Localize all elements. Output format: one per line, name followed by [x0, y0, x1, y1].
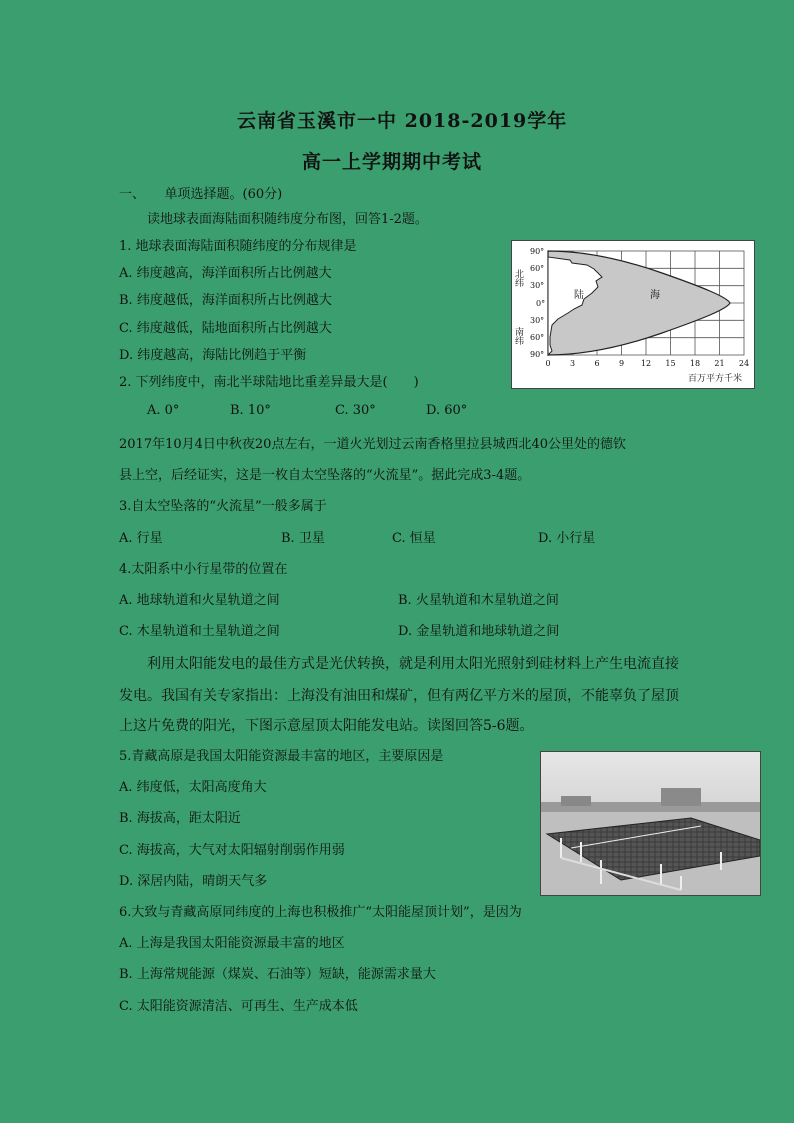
- sea-label: 海: [650, 290, 660, 301]
- land-label: 陆: [574, 290, 584, 301]
- page-subtitle: 高一上学期期中考试: [302, 151, 483, 173]
- x-tick: 12: [640, 359, 652, 368]
- q1-stem: 1. 地球表面海陆面积随纬度的分布规律是: [119, 239, 357, 254]
- x-tick: 9: [618, 359, 625, 368]
- q5-6-intro-line2: 发电。我国有关专家指出：上海没有油田和煤矿，但有两亿平方米的屋顶，不能辜负了屋顶: [119, 688, 679, 704]
- page-title: 云南省玉溪市一中 2018-2019学年: [237, 110, 568, 132]
- q3-option-d: D. 小行星: [538, 531, 596, 546]
- q1-option-b: B. 纬度越低，海洋面积所占比例越大: [119, 293, 332, 308]
- x-tick: 0: [545, 359, 551, 368]
- x-tick: 18: [689, 359, 701, 368]
- q5-6-intro-line1: 利用太阳能发电的最佳方式是光伏转换，就是利用太阳光照射到硅材料上产生电流直接: [147, 656, 679, 672]
- q5-option-a: A. 纬度低，太阳高度角大: [119, 780, 267, 795]
- q4-option-d: D. 金星轨道和地球轨道之间: [398, 624, 560, 639]
- q1-option-a: A. 纬度越高，海洋面积所占比例越大: [119, 266, 332, 281]
- q4-stem: 4.太阳系中小行星带的位置在: [119, 562, 288, 577]
- land-sea-figure: [511, 240, 755, 389]
- north-label: 北纬: [513, 269, 523, 287]
- y-tick: 60°: [530, 264, 545, 273]
- x-tick: 6: [594, 359, 600, 368]
- x-tick: 21: [714, 359, 725, 368]
- y-tick: 30°: [530, 281, 545, 290]
- q3-stem: 3.自太空坠落的“火流星”一般多属于: [119, 499, 327, 514]
- q3-4-intro-line1: 2017年10月4日中秋夜20点左右，一道火光划过云南香格里拉县城西北40公里处的德钦: [119, 437, 626, 452]
- unit-label: 百万平方千米: [688, 374, 743, 384]
- q1-2-intro: 读地球表面海陆面积随纬度分布图，回答1-2题。: [147, 212, 428, 227]
- q3-option-c: C. 恒星: [392, 531, 436, 546]
- y-tick: 60°: [530, 333, 545, 342]
- solar-roof-photo: [540, 751, 761, 896]
- q2-option-c: C. 30°: [335, 403, 376, 418]
- q2-option-b: B. 10°: [230, 403, 271, 418]
- q2-stem: 2. 下列纬度中，南北半球陆地比重差异最大是( ): [119, 375, 419, 390]
- q6-option-c: C. 太阳能资源清洁、可再生、生产成本低: [119, 999, 358, 1014]
- y-tick: 90°: [530, 350, 545, 359]
- q6-option-b: B. 上海常规能源（煤炭、石油等）短缺，能源需求量大: [119, 967, 436, 982]
- q4-option-c: C. 木星轨道和土星轨道之间: [119, 624, 280, 639]
- y-tick: 0°: [536, 299, 546, 308]
- section-label: 一、 单项选择题。(60分): [119, 187, 283, 202]
- q5-option-b: B. 海拔高，距太阳近: [119, 811, 241, 826]
- q2-option-d: D. 60°: [426, 403, 468, 418]
- x-tick: 24: [738, 359, 750, 368]
- x-tick: 15: [665, 359, 676, 368]
- q4-option-b: B. 火星轨道和木星轨道之间: [398, 593, 559, 608]
- q3-option-b: B. 卫星: [281, 531, 325, 546]
- q4-option-a: A. 地球轨道和火星轨道之间: [119, 593, 280, 608]
- q1-option-d: D. 纬度越高，海陆比例趋于平衡: [119, 348, 307, 363]
- y-tick: 30°: [530, 316, 545, 325]
- south-label: 南纬: [513, 327, 523, 345]
- q1-option-c: C. 纬度越低，陆地面积所占比例越大: [119, 321, 332, 336]
- q5-option-c: C. 海拔高，大气对太阳辐射削弱作用弱: [119, 843, 345, 858]
- q5-stem: 5.青藏高原是我国太阳能资源最丰富的地区，主要原因是: [119, 749, 444, 764]
- q6-stem: 6.大致与青藏高原同纬度的上海也积极推广“太阳能屋顶计划”，是因为: [119, 905, 522, 920]
- q3-option-a: A. 行星: [119, 531, 163, 546]
- q5-6-intro-line3: 上这片免费的阳光，下图示意屋顶太阳能发电站。读图回答5-6题。: [119, 718, 534, 734]
- x-tick: 3: [569, 359, 576, 368]
- q3-4-intro-line2: 县上空，后经证实，这是一枚自太空坠落的“火流星”。据此完成3-4题。: [119, 468, 531, 483]
- q6-option-a: A. 上海是我国太阳能资源最丰富的地区: [119, 936, 345, 951]
- y-tick: 90°: [530, 247, 545, 256]
- q2-option-a: A. 0°: [147, 403, 180, 418]
- q5-option-d: D. 深居内陆，晴朗天气多: [119, 874, 268, 889]
